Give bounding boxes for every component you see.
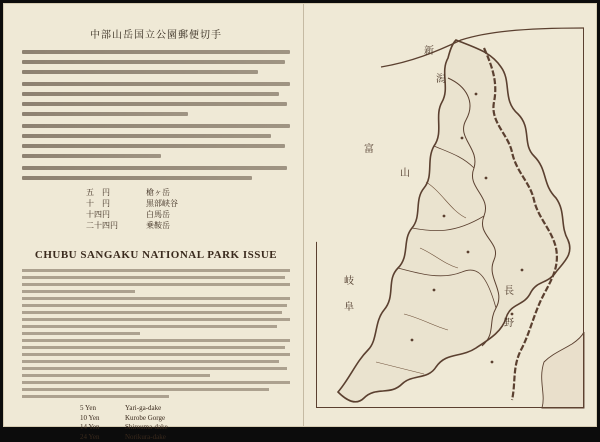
map-label: 富 — [364, 140, 374, 155]
english-title: CHUBU SANGAKU NATIONAL PARK ISSUE — [22, 249, 290, 261]
japanese-body — [22, 50, 290, 180]
map-label: 岐 — [344, 272, 354, 287]
map-label: 山 — [400, 164, 410, 179]
japanese-title: 中部山岳国立公園郵便切手 — [22, 26, 290, 41]
park-map — [316, 22, 584, 408]
japanese-table-row: 二十四円 乗鞍岳 — [86, 220, 290, 231]
english-table-row: 24 Yen Norikura-dake — [80, 433, 290, 442]
fold-line — [303, 4, 304, 426]
english-denomination-table — [80, 404, 290, 442]
english-table-row: 14 Yen Shirouma-dake — [80, 423, 290, 433]
english-table-row: 5 Yen Yari-ga-dake — [80, 404, 290, 414]
japanese-table-row: 五 円 槍ヶ岳 — [86, 187, 290, 198]
map-label: 長 — [504, 282, 514, 297]
japanese-denomination-table — [86, 187, 290, 231]
map-label: 新 — [424, 42, 434, 57]
inset-japan-map — [542, 332, 584, 408]
english-body — [22, 269, 290, 398]
map-label: 野 — [504, 314, 514, 329]
left-panel — [22, 26, 290, 416]
brochure — [3, 3, 597, 427]
map-panel — [316, 22, 588, 412]
english-table-row: 10 Yen Kurobe Gorge — [80, 414, 290, 424]
japanese-table-row: 十 円 黒部峡谷 — [86, 198, 290, 209]
japanese-table-row: 十四円 白馬岳 — [86, 209, 290, 220]
map-label: 潟 — [436, 70, 446, 85]
map-label: 阜 — [344, 298, 354, 313]
